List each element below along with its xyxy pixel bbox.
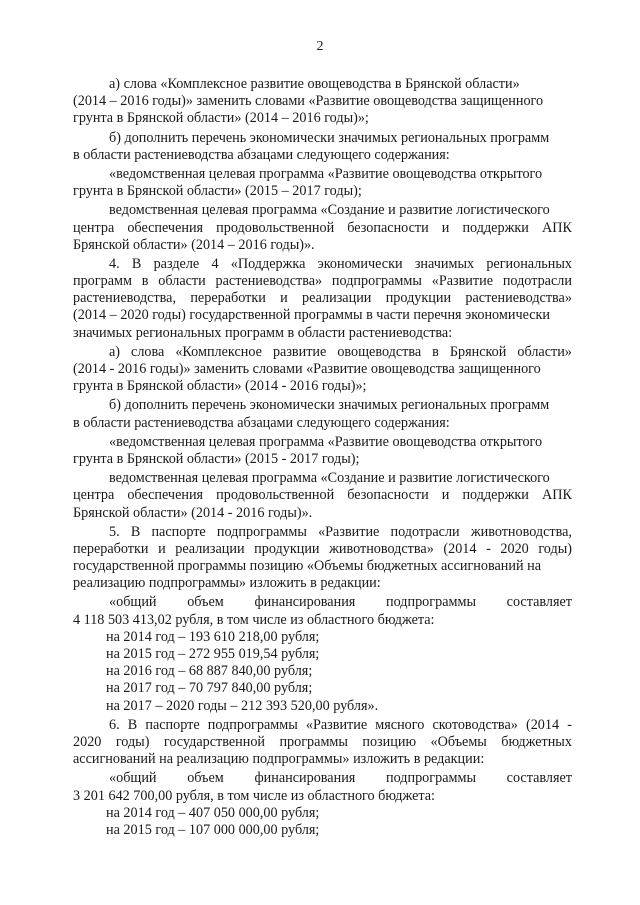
text-line: в области растениеводства абзацами следующего содержания:	[73, 414, 450, 431]
text-line: на 2017 – 2020 годы – 212 393 520,00 рубля».	[106, 697, 379, 714]
text-line: б) дополнить перечень экономически значимых региональных программ	[109, 129, 550, 146]
text-line: «ведомственная целевая программа «Развитие овощеводства открытого	[109, 165, 543, 182]
text-line: на 2015 год – 272 955 019,54 рубля;	[106, 646, 320, 662]
text-line: переработки и реализации продукции животноводства» (2014 - 2020 годы)	[73, 540, 572, 557]
text-line: Брянской области» (2014 – 2016 годы)».	[73, 236, 315, 253]
text-line: «ведомственная целевая программа «Развитие овощеводства открытого	[109, 433, 543, 450]
text-line: центра обеспечения продовольственной безопасности и поддержки АПК	[73, 219, 572, 236]
text-line: 3 201 642 700,00 рубля, в том числе из областного бюджета:	[73, 787, 436, 804]
text-line: а) слова «Комплексное развитие овощеводства в Брянской области»	[109, 76, 520, 92]
text-line: на 2014 год – 193 610 218,00 рубля;	[106, 628, 320, 645]
text-line: растениеводства, переработки и реализации продукции растениеводства»	[73, 290, 572, 307]
text-line: в области растениеводства абзацами следующего содержания:	[73, 146, 450, 163]
text-line: 5. В паспорте подпрограммы «Развитие подотрасли животноводства,	[109, 523, 572, 540]
text-line: программ в области растениеводства» подпрограммы «Развитие подотрасли	[73, 273, 572, 290]
text-line: центра обеспечения продовольственной безопасности и поддержки АПК	[73, 487, 572, 504]
text-line: на 2016 год – 68 887 840,00 рубля;	[106, 663, 313, 680]
text-line: на 2015 год – 107 000 000,00 рубля;	[106, 821, 320, 838]
text-line: (2014 - 2016 годы)» заменить словами «Развитие овощеводства защищенного	[73, 361, 541, 377]
text-line: 4. В разделе 4 «Поддержка экономически значимых региональных	[109, 255, 572, 272]
text-line: «общий объем финансирования подпрограммы составляет	[109, 770, 572, 787]
text-line: Брянской области» (2014 - 2016 годы)».	[73, 504, 313, 521]
text-line: ассигнований на реализацию подпрограммы» изложить в редакции:	[73, 751, 485, 768]
text-line: (2014 – 2016 годы)» заменить словами «Развитие овощеводства защищенного	[73, 93, 544, 110]
text-line: б) дополнить перечень экономически значимых региональных программ	[109, 397, 550, 414]
text-line: грунта в Брянской области» (2015 – 2017 годы);	[73, 183, 362, 200]
text-line: государственной программы позицию «Объемы бюджетных ассигнований на	[73, 558, 541, 575]
page-number: 2	[316, 39, 324, 54]
text-line: значимых региональных программ в области растениеводства:	[73, 324, 453, 341]
text-line: ведомственная целевая программа «Создание и развитие логистического	[109, 202, 550, 219]
text-line: а) слова «Комплексное развитие овощеводства в Брянской области»	[109, 343, 572, 360]
text-line: грунта в Брянской области» (2014 - 2016 годы)»;	[73, 378, 367, 395]
text-line: (2014 – 2020 годы) государственной программы в части перечня экономически	[73, 307, 551, 324]
text-line: на 2017 год – 70 797 840,00 рубля;	[106, 680, 313, 697]
text-line: 2020 годы) государственной программы позицию «Объемы бюджетных	[73, 733, 572, 750]
text-line: грунта в Брянской области» (2014 – 2016 годы)»;	[73, 110, 369, 127]
document-body	[73, 76, 572, 839]
text-line: грунта в Брянской области» (2015 - 2017 годы);	[73, 450, 360, 467]
text-line: реализацию подпрограммы» изложить в редакции:	[73, 575, 381, 592]
text-line: «общий объем финансирования подпрограммы составляет	[109, 594, 572, 611]
text-line: 6. В паспорте подпрограммы «Развитие мясного скотоводства» (2014 -	[109, 716, 572, 733]
text-line: на 2014 год – 407 050 000,00 рубля;	[106, 804, 320, 821]
text-line: 4 118 503 413,02 рубля, в том числе из областного бюджета:	[73, 611, 435, 628]
text-line: ведомственная целевая программа «Создание и развитие логистического	[109, 470, 550, 487]
